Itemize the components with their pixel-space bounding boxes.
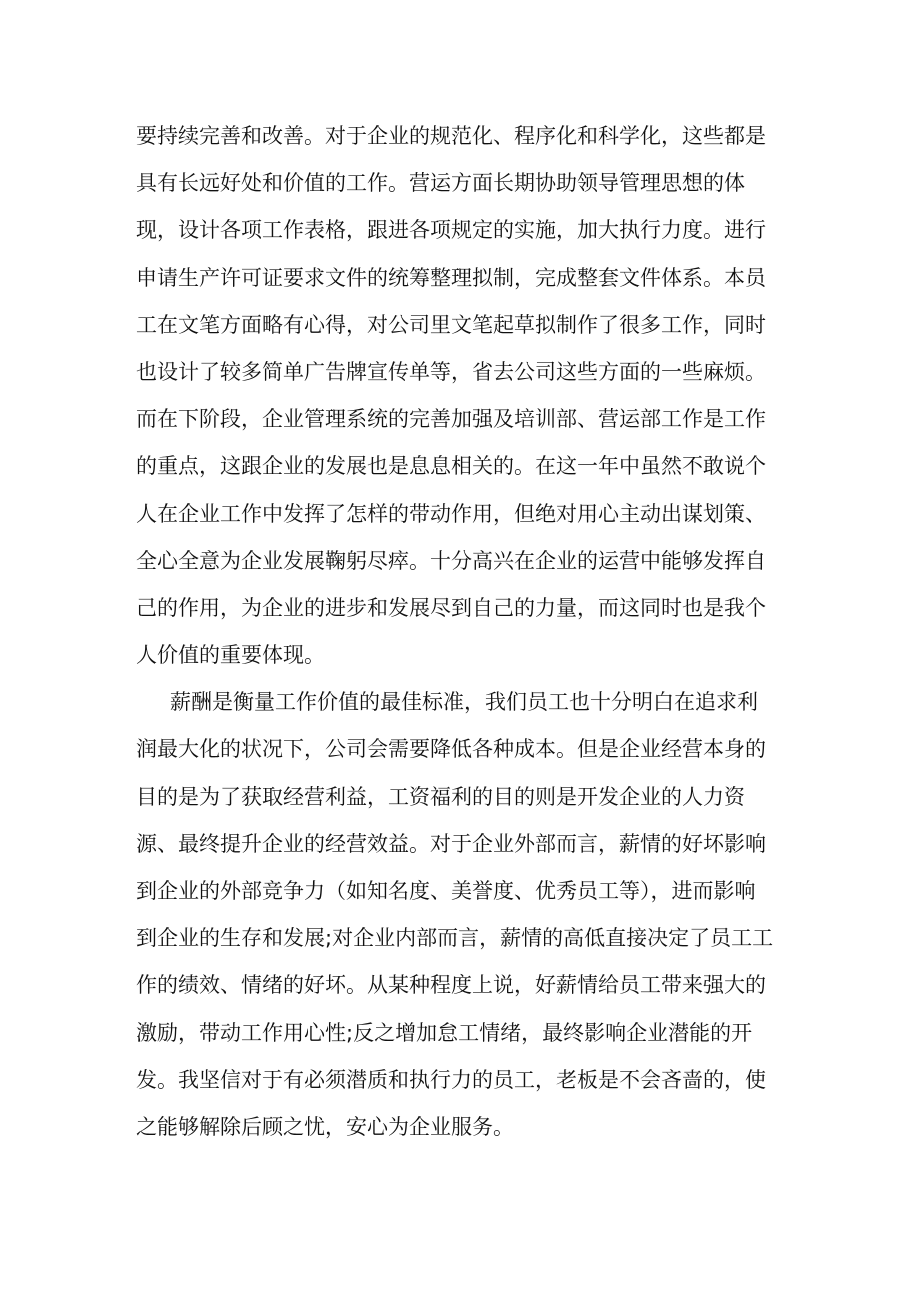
paragraph-line: 人价值的重要体现。 [136,643,325,668]
paragraph-line: 到企业的生存和发展;对企业内部而言，薪情的高低直接决定了员工工 [136,926,774,951]
paragraph-line: 激励，带动工作用心性;反之增加怠工情绪，最终影响企业潜能的开 [136,1020,753,1045]
paragraph-line: 全心全意为企业发展鞠躬尽瘁。十分高兴在企业的运营中能够发挥自 [136,548,766,573]
paragraph-line: 之能够解除后顾之忧，安心为企业服务。 [136,1114,514,1139]
paragraph-line: 己的作用，为企业的进步和发展尽到自己的力量，而这同时也是我个 [136,595,766,620]
paragraph-line: 现，设计各项工作表格，跟进各项规定的实施，加大执行力度。进行 [136,218,766,243]
paragraph-line: 的重点，这跟企业的发展也是息息相关的。在这一年中虽然不敢说个 [136,454,766,479]
paragraph-line: 到企业的外部竞争力（如知名度、美誉度、优秀员工等），进而影响 [136,879,756,903]
paragraph-2 [136,679,796,1151]
paragraph-line: 也设计了较多简单广告牌宣传单等，省去公司这些方面的一些麻烦。 [136,359,766,384]
paragraph-line: 而在下阶段，企业管理系统的完善加强及培训部、营运部工作是工作 [136,407,766,432]
paragraph-line: 薪酬是衡量工作价值的最佳标准，我们员工也十分明白在追求利 [170,690,758,715]
paragraph-line: 具有长远好处和价值的工作。营运方面长期协助领导管理思想的体 [136,171,745,196]
paragraph-line: 要持续完善和改善。对于企业的规范化、程序化和科学化，这些都是 [136,124,766,148]
paragraph-line: 人在企业工作中发挥了怎样的带动作用，但绝对用心主动出谋划策、 [136,501,766,526]
paragraph-1 [136,113,796,679]
paragraph-line: 润最大化的状况下，公司会需要降低各种成本。但是企业经营本身的 [136,737,766,762]
paragraph-line: 工在文笔方面略有心得，对公司里文笔起草拟制作了很多工作，同时 [136,312,766,337]
paragraph-line: 目的是为了获取经营利益，工资福利的目的则是开发企业的人力资 [136,784,745,809]
paragraph-line: 作的绩效、情绪的好坏。从某种程度上说，好薪情给员工带来强大的 [136,973,766,998]
document-body [136,113,796,1151]
paragraph-line: 申请生产许可证要求文件的统筹整理拟制，完成整套文件体系。本员 [136,265,766,290]
paragraph-line: 发。我坚信对于有必须潜质和执行力的员工，老板是不会吝啬的，使 [136,1067,766,1092]
paragraph-line: 源、最终提升企业的经营效益。对于企业外部而言，薪情的好坏影响 [136,831,766,856]
